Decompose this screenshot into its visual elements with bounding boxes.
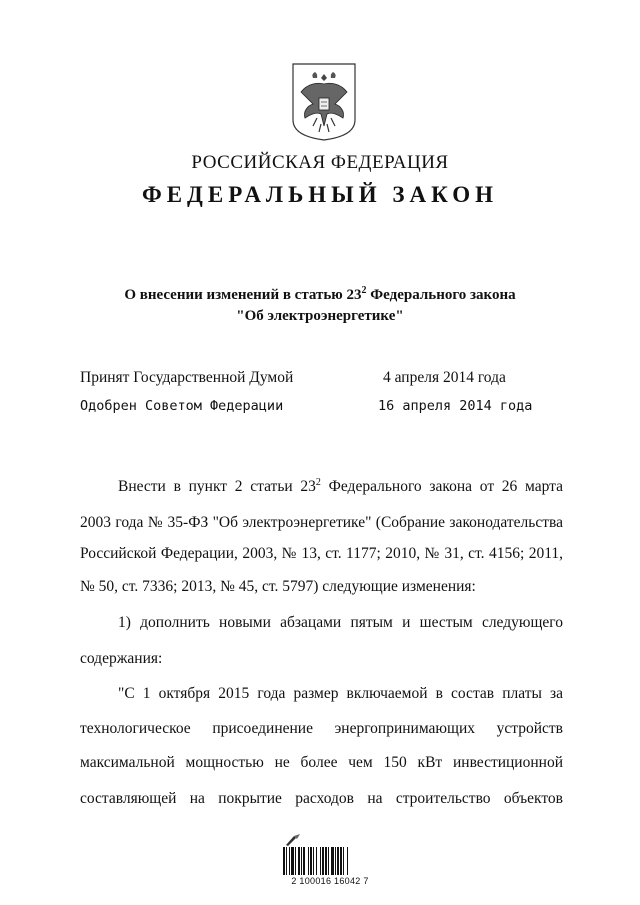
quill-mark-icon bbox=[284, 833, 304, 847]
body-line: содержания: bbox=[80, 650, 163, 667]
law-title-line-1: О внесении изменений в статью $23^2$ Федерального закона bbox=[124, 285, 516, 303]
country-name: РОССИЙСКАЯ ФЕДЕРАЦИЯ bbox=[191, 152, 449, 173]
body-line: технологическое присоединение энергопринимающих устройств bbox=[80, 720, 563, 737]
adoption-date-council: 16 апреля 2014 года bbox=[378, 398, 533, 414]
body-line: 2003 года № 35-ФЗ "Об электроэнергетике" (Собрание законодательства bbox=[80, 514, 563, 531]
adoption-label-duma: Принят Государственной Думой bbox=[80, 369, 294, 386]
body-line: составляющей на покрытие расходов на строительство объектов bbox=[80, 790, 563, 807]
adoption-label-council: Одобрен Советом Федерации bbox=[80, 398, 284, 414]
body-line: 1) дополнить новыми абзацами пятым и шестым следующего bbox=[118, 614, 563, 631]
adoption-date-duma: 4 апреля 2014 года bbox=[383, 369, 506, 386]
body-line: максимальной мощностью не более чем 150 кВт инвестиционной bbox=[80, 754, 563, 771]
law-title bbox=[0, 280, 640, 327]
body-line: № 50, ст. 7336; 2013, № 45, ст. 5797) следующие изменения: bbox=[80, 578, 476, 595]
body-line: Российской Федерации, 2003, № 13, ст. 1177; 2010, № 31, ст. 4156; 2011, bbox=[80, 545, 563, 562]
barcode-icon bbox=[282, 847, 366, 875]
law-type: ФЕДЕРАЛЬНЫЙ ЗАКОН bbox=[141, 182, 499, 207]
body-line: "С 1 октября 2015 года размер включаемой в состав платы за bbox=[118, 685, 563, 702]
coat-of-arms-icon bbox=[291, 62, 357, 142]
barcode-number: 2 100016 16042 7 bbox=[291, 876, 369, 886]
body-line: Внести в пункт 2 статьи $23^2$ Федерального закона от 26 марта bbox=[118, 477, 563, 496]
law-title-line-2: "Об электроэнергетике" bbox=[236, 308, 404, 324]
